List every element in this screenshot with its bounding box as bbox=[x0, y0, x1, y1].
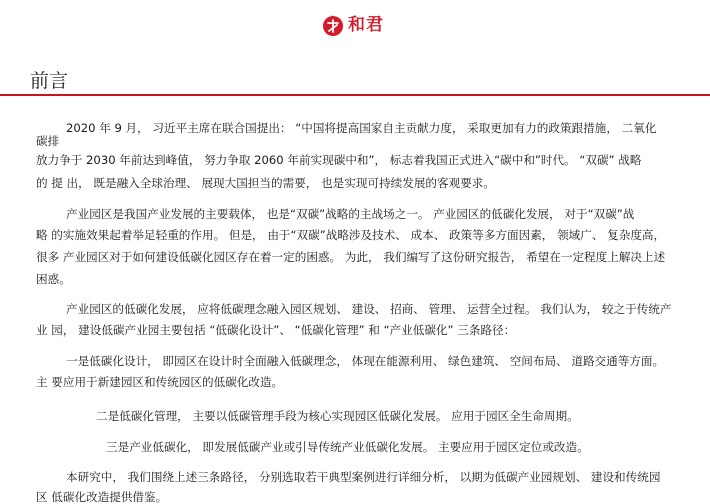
text-line: 本研究中， 我们围绕上述三条路径， 分别选取若干典型案例进行详细分析， 以期为低碳产业园规划、 建设和传统园 bbox=[66, 470, 661, 484]
text-line: 主 要应用于新建园区和传统园区的低碳化改造。 bbox=[36, 375, 284, 389]
text-line: 很多 产业园区对于如何建设低碳化园区存在着一定的困惑。 为此， 我们编写了这份研究报告， 希望在一定程度上解决上述 bbox=[36, 250, 666, 264]
text-line: 放力争于 2030 年前达到峰值， 努力争取 2060 年前实现碳中和”， 标志着我国正式进入“碳中和”时代。 “双碳” 战略 bbox=[36, 153, 642, 167]
brand-name: 和君 bbox=[348, 15, 384, 35]
text-line: 产业园区的低碳化发展， 应将低碳理念融入园区规划、 建设、 招商、 管理、 运营全过程。 我们认为， 较之于传统产 bbox=[66, 302, 672, 316]
text-line: 困惑。 bbox=[36, 272, 71, 286]
text-line: 区 低碳化改造提供借鉴。 bbox=[36, 490, 168, 504]
text-line: 的 提 出， 既是融入全球治理、 展现大国担当的需要， 也是实现可持续发展的客观要求。 bbox=[36, 176, 495, 190]
text-line: 2020 年 9 月， 习近平主席在联合国提出： “中国将提高国家自主贡献力度， 采取更加有力的政策跟措施， 二氧化 bbox=[66, 121, 657, 135]
text-line: 产业园区是我国产业发展的主要载体， 也是“双碳”战略的主战场之一。 产业园区的低碳化发展， 对于“双碳”战 bbox=[66, 207, 635, 221]
text-line: 略 的实施效果起着举足轻重的作用。 但是， 由于“双碳”战略涉及技术、 成本、 政策等多方面因素， 领域广、 复杂度高， bbox=[36, 228, 666, 242]
brand-logo bbox=[321, 12, 384, 38]
text-line: 碳排 bbox=[36, 134, 60, 148]
brand-seal-icon bbox=[321, 13, 345, 37]
title-divider bbox=[0, 94, 710, 96]
page-title: 前言 bbox=[30, 70, 69, 92]
text-line: 业 园， 建设低碳产业园主要包括 “低碳化设计”、 “低碳化管理” 和 “产业低碳化” 三条路径： bbox=[36, 323, 516, 337]
text-line: 一是低碳化设计， 即园区在设计时全面融入低碳理念， 体现在能源利用、 绿色建筑、 空间布局、 道路交通等方面。 bbox=[66, 354, 665, 368]
text-line: 三是产业低碳化， 即发展低碳产业或引导传统产业低碳化发展。 主要应用于园区定位或改造。 bbox=[106, 440, 589, 454]
text-line: 二是低碳化管理， 主要以低碳管理手段为核心实现园区低碳化发展。 应用于园区全生命周期。 bbox=[96, 409, 579, 423]
